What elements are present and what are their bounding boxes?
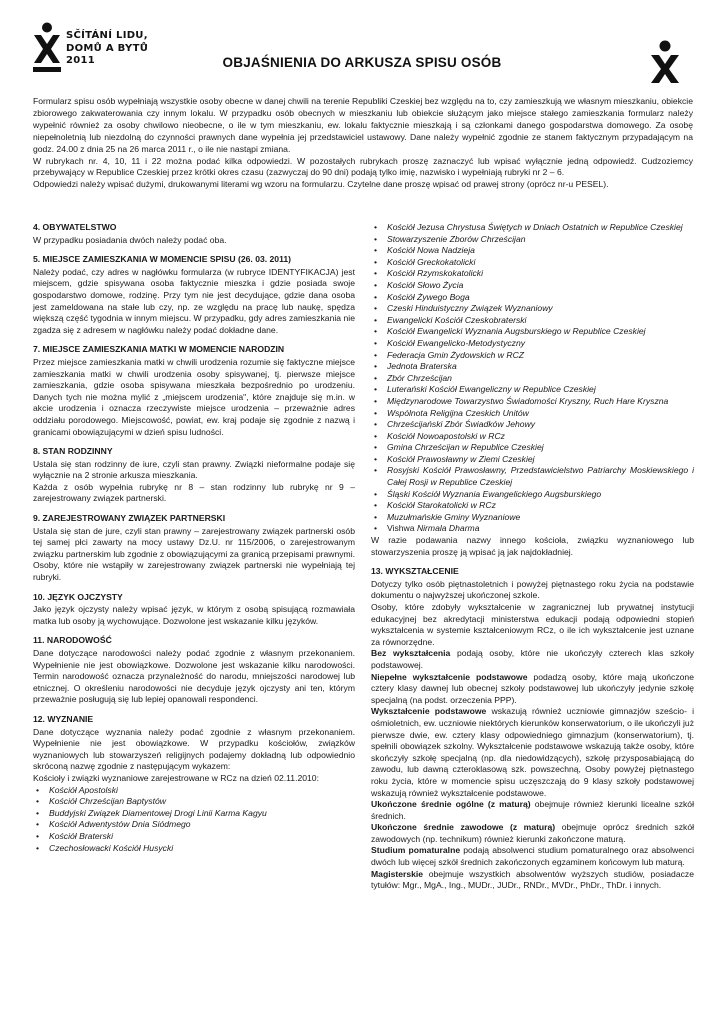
list-item: • Kościół Nowoapostolski w RCz [371, 431, 694, 443]
list-item: • Kościół Słowo Życia [371, 280, 694, 292]
intro-text [33, 96, 693, 191]
list-item: • Kościół Braterski [33, 831, 355, 843]
section-citizenship [33, 222, 355, 246]
section-title: 8. STAN RODZINNY [33, 446, 113, 457]
section-partnership [33, 513, 355, 584]
education-level-term: Studium pomaturalne [371, 845, 461, 856]
intro-paragraph-3: Odpowiedzi należy wpisać dużymi, drukowanymi literami wg wzoru na formularzu. Czytelne dane proszę wpisać od prawej strony (oprócz nr-u PESEL). [33, 179, 609, 190]
education-level-desc: podadzą osoby, które mają ukończone cztery klasy dawnej lub obecnej szkoły podstawowej lub ukończyły jedynie szkołę specjalną (na podst. orzeczenia PPP). [371, 671, 694, 705]
church-name-italic: Nirmala Dharma [416, 523, 480, 534]
section-title: 9. ZAREJESTROWANY ZWIĄZEK PARTNERSKI [33, 513, 226, 524]
education-level [371, 672, 694, 707]
list-item: • Kościół Żywego Boga [371, 292, 694, 304]
education-level-desc: wskazują również uczniowie gimnazjów sześcio- i ośmioletnich, ew. uczniowie niektórych kierunków konserwatorium, o ile ukończyli już pierwsze dwie, ew. cztery klasy odpowiedniego gimnazjum (konserwatorium), tj. spełnili obowiązek szkolny. Wykształcenie podstawowe wskazują także osoby, które skończyły szkołę specjalną (np. dla niedowidzących), szkołę przysposabiającą do zawodu, lub dawną czteroklasową szk. powszechną, Osoby powyżej piętnastego roku życia, które w momencie spisu uczęszczają do 9 klasy szkoły podstawowej wskazują również wykształcenie podstawowe. [371, 706, 694, 798]
intro-paragraph-1: Formularz spisu osób wypełniają wszystkie osoby obecne w danej chwili na terenie Republiki Czeskiej bez względu na to, czy zamieszkują we własnym mieszkaniu, obiekcie zbiorowego zakwaterowania czy innym lokalu. W przypadku osób obecnych w mieszkaniu lub obiekcie służącym jako miejsce stałego zamieszkania formularz należy wypełnić również za osoby chwilowo nieobecne, o ile w tym mieszkaniu, ew. lokalu faktycznie mieszkają i są członkami danego gospodarstwa domowego. Za osobę niepełnoletnią lub niezdolną do czynności prawnych dane wypełnia jej przedstawiciel ustawowy. Dane należy wypełnić zgodnie ze stanem faktycznym przypadającym na godz. 24.00 z dnia 25 na 26 marca 2011 r., o ile nie nastąpi zmiana. [33, 96, 693, 154]
section-mother-tongue [33, 592, 355, 628]
education-level-desc: obejmuje wszystkich absolwentów wyższych studiów, posiadacze tytułów: Mgr., MgA., Ing., MUDr., JUDr., RNDr., MVDr., PhDr., ThDr. i innych. [371, 868, 694, 891]
section-education [371, 566, 694, 892]
section-mother-residence [33, 344, 355, 438]
list-item: • Zbór Chrześcijan [371, 373, 694, 385]
right-column [371, 222, 694, 900]
list-item: • Rosyjski Kościół Prawosławny, Przedstawicielstwo Patriarchy Moskiewskiego i Całej Rosji w Republice Czeskiej [371, 465, 694, 488]
section-marital-status [33, 446, 355, 505]
census-person-icon [648, 40, 682, 84]
list-item: • Jednota Braterska [371, 361, 694, 373]
intro-paragraph-2: W rubrykach nr. 4, 10, 11 i 22 można podać kilka odpowiedzi. W pozostałych rubrykach proszę zaznaczyć lub wpisać wyłącznie jedną odpowiedź. Cudzoziemcy przebywający w Republice Czeskiej przez krótki okres czasu (zazwyczaj do 90 dni) podają tylko imię, nazwisko i wypełniają rubryki nr 2 – 6. [33, 155, 693, 178]
list-item: • Śląski Kościół Wyznania Ewangelickiego Augsburskiego [371, 489, 694, 501]
section-title: 10. JĘZYK OJCZYSTY [33, 591, 123, 602]
list-item: • Wspólnota Religijna Czeskich Unitów [371, 408, 694, 420]
education-level-term: Wykształcenie podstawowe [371, 706, 487, 717]
list-item: • Kościół Ewangelicko-Metodystyczny [371, 338, 694, 350]
list-item: • Ewangelicki Kościół Czeskobraterski [371, 315, 694, 327]
page-title: OBJAŚNIENIA DO ARKUSZA SPISU OSÓB [222, 55, 502, 70]
section-title: 13. WYKSZTAŁCENIE [371, 566, 459, 577]
section-title: 11. NARODOWOŚĆ [33, 635, 112, 646]
section-text: Ustala się stan de jure, czyli stan prawny – zarejestrowany związek partnerski osób tej samej płci zawarty na mocy ustawy Dz.U. nr 115/2006, o zarejestrowanym związku partnerskim lub zgodnie z obowiązującymi za granicą przepisami prawnymi. Osoby, które nie wstąpiły w zarejestrowany związek partnerski nie wypełniają tej rubryki. [33, 525, 355, 583]
list-item [371, 523, 694, 535]
section-text: Każda z osób wypełnia rubrykę nr 8 – stan rodzinny lub rubrykę nr 9 – zarejestrowany związek partnerski. [33, 481, 355, 504]
education-level [371, 706, 694, 799]
section-text: Dotyczy tylko osób piętnastoletnich i powyżej piętnastego roku życia na podstawie dokumentu o najwyższej ukończonej szkole. [371, 578, 694, 601]
list-item: • Kościół Rzymskokatolicki [371, 268, 694, 280]
list-item: • Luterański Kościół Ewangeliczny w Republice Czeskiej [371, 384, 694, 396]
education-level-desc: obejmuje również kierunki licealne szkół średnich. [371, 799, 694, 821]
list-item: • Czeski Hinduistyczny Związek Wyznaniowy [371, 303, 694, 315]
list-item: • Buddyjski Związek Diamentowej Drogi Linii Karma Kagyu [33, 808, 355, 820]
list-item: • Stowarzyszenie Zborów Chrześcijan [371, 234, 694, 246]
list-item: • Kościół Apostolski [33, 785, 355, 797]
list-item: • Kościół Nowa Nadzieja [371, 245, 694, 257]
list-item: • Federacja Gmin Żydowskich w RCZ [371, 350, 694, 362]
list-item: • Międzynarodowe Towarzystwo Świadomości Kryszny, Ruch Hare Kryszna [371, 396, 694, 408]
list-item: • Kościół Prawosławny w Ziemi Czeskiej [371, 454, 694, 466]
list-item: • Kościół Chrześcijan Baptystów [33, 796, 355, 808]
education-level [371, 869, 694, 892]
education-level-term: Ukończone średnie ogólne (z maturą) [371, 799, 531, 810]
education-level [371, 822, 694, 845]
list-item: • Kościół Starokatolicki w RCz [371, 500, 694, 512]
education-level-term: Bez wykształcenia [371, 648, 451, 659]
page-header [0, 0, 724, 90]
list-item: • Chrześcijański Zbór Świadków Jehowy [371, 419, 694, 431]
church-list-continued [371, 222, 694, 535]
section-residence [33, 254, 355, 336]
list-item: • Gmina Chrześcijan w Republice Czeskiej [371, 442, 694, 454]
education-level-term: Niepełne wykształcenie podstawowe [371, 671, 528, 682]
section-text: Należy podać, czy adres w nagłówku formularza (w rubryce IDENTYFIKACJA) jest miejscem, gdzie spisywana osoba faktycznie mieszka i gdzie posiada swoje gospodarstwo domowe, rodzinę. Przy tym nie jest decydujące, gdzie dana osoba jest zameldowana na stałe lub czy, np. ze względu na pracę lub naukę, spędza większą część tygodnia w innym miejscu. W przypadku, gdy adres zamieszkania nie zgadza się z adresem w nagłówku należy podać dokładne dane. [33, 266, 355, 335]
section-title: 12. WYZNANIE [33, 713, 94, 724]
section-title: 5. MIEJSCE ZAMIESZKANIA W MOMENCIE SPISU (26. 03. 2011) [33, 254, 292, 265]
education-level-desc: obejmuje oprócz średnich szkół zawodowych (np. technikum) również kierunki zakończone maturą. [371, 822, 695, 844]
education-level [371, 799, 694, 822]
logo-line-2: DOMŮ A BYTŮ [66, 42, 149, 54]
list-item: • Czechosłowacki Kościół Husycki [33, 843, 355, 855]
list-item: • Kościół Ewangelicki Wyznania Augsburskiego w Republice Czeskiej [371, 326, 694, 338]
section-text: Jako język ojczysty należy wpisać język, w którym z osobą spisującą rozmawiała matka lub osoby ją wychowujące. Dozwolone jest wskazanie kilku języków. [33, 604, 355, 626]
list-item: • Kościół Greckokatolicki [371, 257, 694, 269]
section-text: Przez miejsce zamieszkania matki w chwili urodzenia rozumie się faktyczne miejsce zamieszkania matki w chwili urodzenia osoby spisywanej, tj. pierwsze miejsce zamieszkania, gdzie osoba spisywana mieszkała bezpośrednio po urodzeniu. Danych tych nie można mylić z „miejscem urodzenia", które znajduje się m.in. w akcie urodzenia i oznacza rzeczywiste miejsce urodzenia – przeważnie adres oddziału porodowego. Miejscowość, powiat, ew. kraj podaje się zgodnie z nazwą i granicami obowiązującymi w dzień spisu ludności. [33, 356, 355, 437]
section-text: W razie podawania nazwy innego kościoła, związku wyznaniowego lub stowarzyszenia proszę ją wpisać ją jak najdokładniej. [371, 535, 694, 557]
left-column [33, 222, 355, 862]
section-text: Dane dotyczące wyznania należy podać zgodnie z własnym przekonaniem. Wypełnienie nie jest obowiązkowe. W przypadku kościołów, związków wyznaniowych lub stowarzyszeń religijnych podajemy dokładną lub odpowiednio skróconą nazwę zgodnie z następującym wykazem: [33, 726, 355, 772]
section-religion [33, 714, 355, 854]
section-text: Osoby, które zdobyły wykształcenie w zagranicznej lub prywatnej instytucji edukacyjnej bez akredytacji ministerstwa edukacji podają odpowiedni stopień wykształcenia w systemie kształceniowym RCz, o ile ich wykształcenie jest uznane za równorzędne. [371, 602, 694, 647]
education-level-desc: podają osoby, które nie ukończyły czterech klas szkoły podstawowej. [371, 648, 695, 670]
list-item: • Kościół Adwentystów Dnia Siódmego [33, 819, 355, 831]
section-nationality [33, 635, 355, 706]
logo-line-3: 2011 [66, 55, 96, 66]
section-text: W przypadku posiadania dwóch należy podać oba. [33, 234, 227, 245]
section-text: Dane dotyczące narodowości należy podać zgodnie z własnym przekonaniem. Wypełnienie nie jest obowiązkowe. Dozwolone jest wskazanie kilku narodowości. Termin narodowość oznacza przynależność do narodu, mniejszości narodowej lub etnicznej. O określeniu narodowości nie decyduje język ojczysty ani ten, którym przeważnie posługują się lub lepiej opanowali respondenci. [33, 648, 355, 705]
church-list [33, 785, 355, 855]
logo-line-1: SČÍTÁNÍ LIDU, [66, 30, 148, 41]
education-level-desc: podają absolwenci studium pomaturalnego oraz absolwenci dwóch lub więcej szkół średnich zakończonych egzaminem końcowym lub maturą. [371, 845, 694, 868]
education-level [371, 648, 694, 671]
section-title: 4. OBYWATELSTWO [33, 222, 117, 232]
church-list-intro: Kościoły i związki wyznaniowe zarejestrowane w RCz na dzień 02.11.2010: [33, 772, 319, 783]
section-title: 7. MIEJSCE ZAMIESZKANIA MATKI W MOMENCIE NARODZIN [33, 344, 285, 355]
list-item: • Kościół Jezusa Chrystusa Świętych w Dniach Ostatnich w Republice Czeskiej [371, 222, 694, 234]
list-item: • Muzułmańskie Gminy Wyznaniowe [371, 512, 694, 524]
section-text: Ustala się stan rodzinny de iure, czyli stan prawny. Związki nieformalne podaje się wyłącznie na 2 stronie arkusza mieszkania. [33, 458, 355, 481]
church-name-plain: Vishwa [387, 523, 417, 534]
education-level-term: Magisterskie [371, 868, 424, 879]
education-level-term: Ukończone średnie zawodowe (z maturą) [371, 822, 556, 833]
other-church-note [371, 535, 694, 558]
education-level [371, 845, 694, 868]
